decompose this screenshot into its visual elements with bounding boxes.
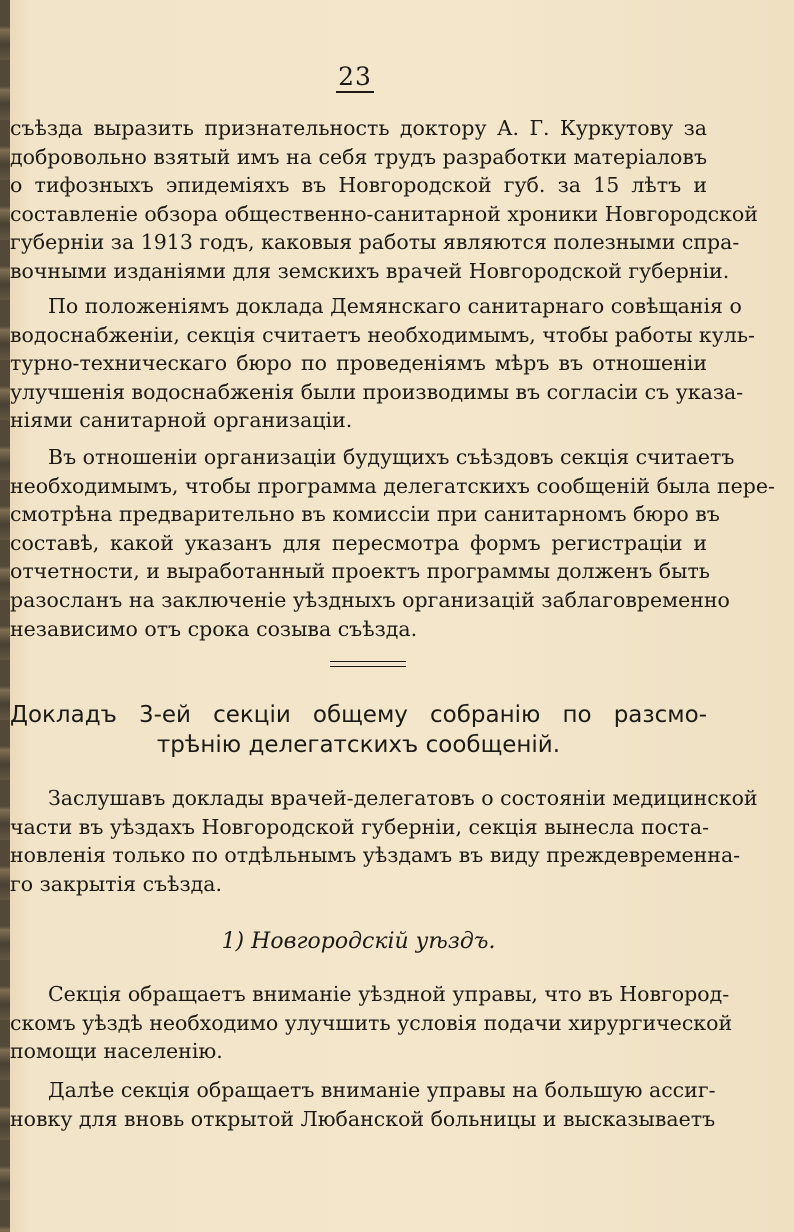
text-line: Далѣе секція обращаетъ вниманіе управы на большую ассиг- [48, 1078, 716, 1102]
paragraph-3 [10, 443, 775, 643]
text-line: добровольно взятый имъ на себя трудъ разработки матеріаловъ [10, 144, 707, 169]
text-line: части въ уѣздахъ Новгородской губерніи, секція вынесла поста- [10, 814, 709, 839]
text-line: необходимымъ, чтобы программа делегатскихъ сообщеній была пере- [10, 473, 775, 498]
heading-line: трѣнію делегатскихъ сообщеній. [156, 732, 561, 758]
text-line: независимо отъ срока созыва съѣзда. [10, 616, 418, 641]
text-line: улучшенія водоснабженія были производимы въ согласіи съ указа- [10, 379, 744, 404]
text-line: Заслушавъ доклады врачей-делегатовъ о состояніи медицинской [48, 786, 758, 810]
paragraph-1 [10, 114, 758, 286]
text-line: отчетности, и выработанный проектъ программы долженъ быть [10, 559, 710, 584]
text-line: составѣ, какой указанъ для пересмотра формъ регистраціи и [10, 530, 707, 555]
text-line: вочными изданіями для земскихъ врачей Новгородской губерніи. [10, 258, 730, 283]
page-binding-edge [0, 0, 10, 1232]
text-line: Секція обращаетъ вниманіе уѣздной управы, что въ Новгород- [48, 982, 730, 1006]
text-line: составленіе обзора общественно-санитарной хроники Новгородской [10, 201, 758, 226]
subsection-heading: 1) Новгородскій уѣздъ. [221, 929, 496, 954]
section-heading [10, 700, 707, 760]
text-line: водоснабженіи, секція считаетъ необходимымъ, чтобы работы куль- [10, 322, 755, 347]
text-line: ніями санитарной организаціи. [10, 408, 353, 433]
page-number: 23 [338, 62, 372, 91]
text-line: скомъ уѣздѣ необходимо улучшить условія подачи хирургической [10, 1010, 733, 1035]
text-line: го закрытія съѣзда. [10, 871, 223, 896]
text-line: съѣзда выразить признательность доктору А. Г. Куркутову за [10, 116, 707, 140]
text-line: По положеніямъ доклада Демянскаго санитарнаго совѣщанія о [48, 294, 742, 318]
text-line: новленія только по отдѣльнымъ уѣздамъ въ виду преждевременна- [10, 843, 741, 868]
heading-line: Докладъ 3-ей секціи общему собранію по разсмо- [10, 702, 707, 728]
section-separator [330, 661, 406, 667]
paragraph-2 [10, 292, 755, 435]
paragraph-6 [10, 1076, 716, 1133]
text-line: о тифозныхъ эпидеміяхъ въ Новгородской губ. за 15 лѣтъ и [10, 173, 707, 198]
text-line: губерніи за 1913 годъ, каковыя работы являются полезными спра- [10, 230, 740, 255]
text-line: смотрѣна предварительно въ комиссіи при санитарномъ бюро въ [10, 502, 720, 527]
text-line: турно-техническаго бюро по проведеніямъ мѣръ въ отношеніи [10, 351, 707, 376]
text-line: новку для вновь открытой Любанской больницы и высказываетъ [10, 1106, 716, 1131]
text-line: разосланъ на заключеніе уѣздныхъ организацій заблаговременно [10, 587, 730, 612]
text-line: Въ отношеніи организаціи будущихъ съѣздовъ секція считаетъ [48, 445, 735, 469]
text-line: помощи населенію. [10, 1039, 223, 1064]
paragraph-4 [10, 784, 758, 898]
paragraph-5 [10, 980, 733, 1066]
